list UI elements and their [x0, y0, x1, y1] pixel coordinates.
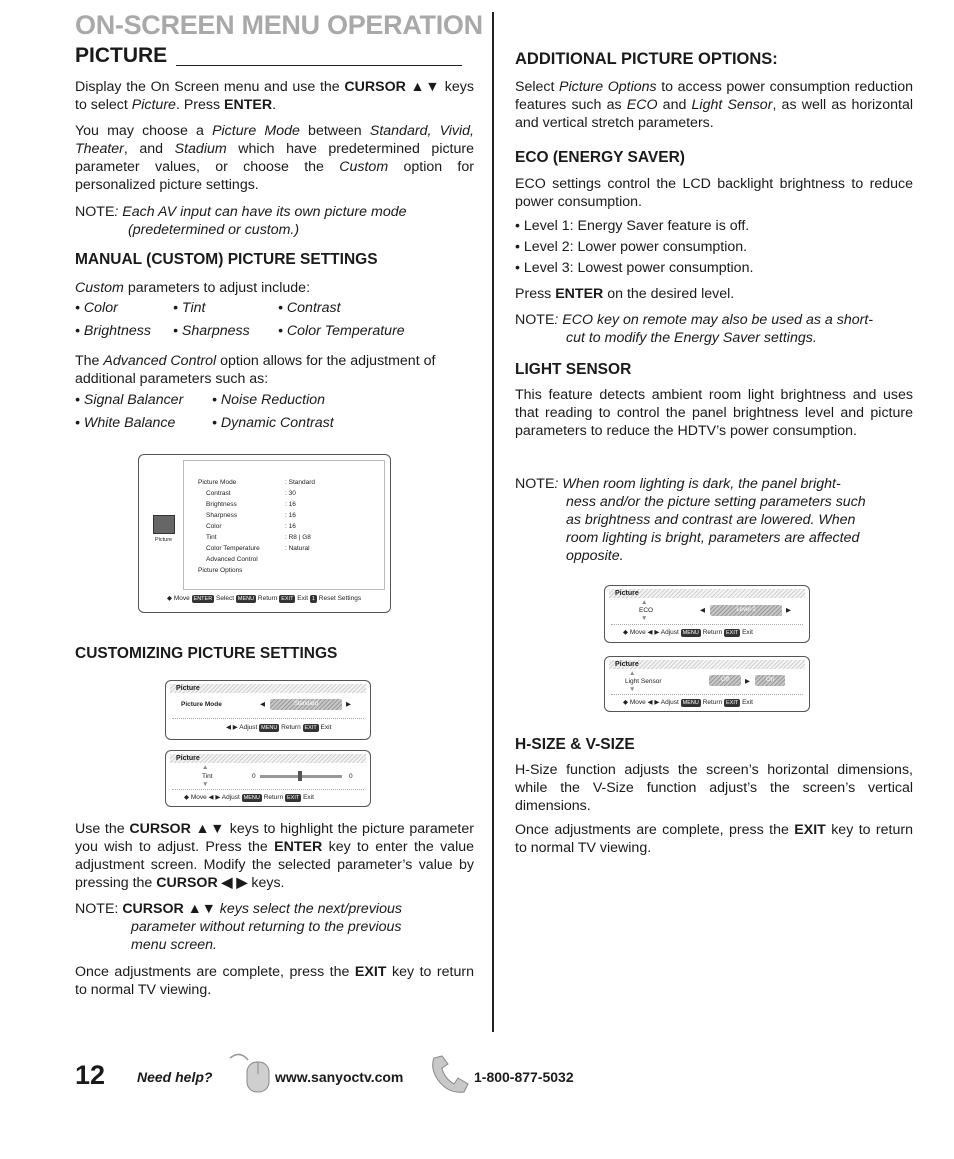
osd-picture-mode — [165, 680, 371, 740]
manual-settings-heading: MANUAL (CUSTOM) PICTURE SETTINGS — [75, 251, 378, 268]
osd-row-label: Advanced Control — [206, 556, 258, 563]
mouse-icon — [228, 1048, 272, 1094]
osd-separator — [611, 694, 803, 695]
website-link[interactable]: www.sanyoctv.com — [275, 1069, 404, 1085]
up-arrow-icon: ▲ — [629, 670, 636, 677]
note-eco-key: NOTE: ECO key on remote may also be used as a short- cut to modify the Energy Saver settings. — [515, 312, 873, 346]
osd-side-label: Picture — [155, 537, 173, 543]
osd-row-label: Picture Options — [198, 567, 243, 574]
note-cursor: NOTE: CURSOR ▲▼ keys select the next/previous parameter without returning to the previous menu screen. — [75, 901, 402, 953]
intro-paragraph: Display the On Screen menu and use the CURSOR ▲▼ keys to select Picture. Press ENTER. — [75, 79, 474, 113]
move-arrows-icon: ◆ — [167, 595, 172, 602]
osd-label: Tint — [202, 773, 213, 780]
osd-value: Standard — [270, 699, 342, 710]
osd-label: Picture Mode — [181, 701, 222, 708]
osd-row-label: Sharpness — [206, 512, 238, 519]
customizing-heading: CUSTOMIZING PICTURE SETTINGS — [75, 645, 338, 662]
use-cursor-paragraph: Use the CURSOR ▲▼ keys to highlight the picture parameter you wish to adjust. Press the ENTER key to enter the value adjustment screen. Modify the selected parameter’s value by pressing the CURSOR ◀ ▶ keys. — [75, 821, 474, 891]
osd-label: Light Sensor — [625, 678, 662, 685]
osd-label: ECO — [639, 607, 654, 614]
section-title: PICTURE — [75, 44, 168, 67]
down-arrow-icon: ▼ — [641, 615, 648, 622]
need-help-label: Need help? — [137, 1069, 213, 1085]
eco-levels — [515, 216, 913, 279]
osd-eco — [604, 585, 810, 643]
right-arrow-icon: ▶ — [745, 678, 750, 685]
osd-tint — [165, 750, 371, 807]
phone-number: 1-800-877-5032 — [474, 1069, 574, 1085]
light-sensor-description: This feature detects ambient room light brightness and uses that reading to control the panel brightness level and picture parameters to reduce the HDTV’s power consumption. — [515, 387, 913, 439]
osd-row-value: : R8 | G8 — [285, 534, 311, 541]
tint-slider-knob — [298, 771, 302, 781]
osd-title: Picture — [609, 589, 805, 598]
eco-description: ECO settings control the LCD backlight brightness to reduce power consumption. — [515, 176, 913, 210]
osd-row-label: Contrast — [206, 490, 231, 497]
off-option: Off — [709, 675, 741, 686]
note-room-lighting: NOTE: When room lighting is dark, the panel bright- ness and/or the picture setting parameters such as brightness and contrast are lowered. When room lighting is bright, parameters are affected opposite. — [515, 476, 866, 564]
osd-row-value: : Natural — [285, 545, 310, 552]
right-arrow-icon: ▶ — [786, 607, 791, 614]
on-option: On — [755, 675, 785, 686]
osd-title: Picture — [609, 660, 805, 669]
osd-separator — [611, 624, 803, 625]
page-number: 12 — [75, 1060, 106, 1090]
osd-row-label: Tint — [206, 534, 217, 541]
list-item: • Level 2: Lower power consumption. — [515, 239, 748, 255]
advanced-control-paragraph: The Advanced Control option allows for the adjustment of additional parameters such as: — [75, 353, 436, 387]
osd-row-value: : 16 — [285, 523, 296, 530]
hsize-vsize-heading: H-SIZE & V-SIZE — [515, 736, 635, 753]
osd-title: Picture — [170, 684, 366, 693]
additional-options-intro: Select Picture Options to access power consumption reduction features such as ECO and Light Sensor, as well as horizontal and vertical stretch parameters. — [515, 79, 914, 131]
up-arrow-icon: ▲ — [202, 764, 209, 771]
light-sensor-heading: LIGHT SENSOR — [515, 361, 632, 378]
osd-picture-menu — [138, 454, 391, 613]
main-title: ON-SCREEN MENU OPERATION — [75, 10, 483, 40]
osd-footer: ◆ Move ◀ ▶ Adjust MENU Return EXIT Exit — [623, 699, 753, 706]
tint-right-value: 0 — [349, 773, 353, 780]
osd-separator — [172, 718, 364, 719]
custom-intro: Custom parameters to adjust include: — [75, 280, 311, 296]
osd-row-label: Color — [206, 523, 222, 530]
down-arrow-icon: ▼ — [629, 686, 636, 693]
title-rule — [176, 65, 462, 66]
osd-footer: ◆ Move ENTER Select MENU Return EXIT Exit 1 Reset Settings — [167, 595, 362, 602]
osd-row-value: : 30 — [285, 490, 296, 497]
picture-icon — [153, 515, 175, 534]
osd-row-value: : Standard — [285, 479, 315, 486]
up-arrow-icon: ▲ — [641, 599, 648, 606]
list-item: • Level 1: Energy Saver feature is off. — [515, 218, 750, 234]
osd-title: Picture — [170, 754, 366, 763]
note-av-input: NOTE: Each AV input can have its own picture mode (predetermined or custom.) — [75, 204, 407, 238]
right-arrow-icon: ▶ — [346, 701, 351, 708]
hsize-description: H-Size function adjusts the screen’s horizontal dimensions, while the V-Size function adjust’s the screen’s vertical dimensions. — [515, 762, 913, 814]
osd-row-value: : 16 — [285, 501, 296, 508]
once-complete-left: Once adjustments are complete, press the EXIT key to return to normal TV viewing. — [75, 964, 474, 998]
additional-options-heading: ADDITIONAL PICTURE OPTIONS: — [515, 50, 778, 68]
osd-row-value: : 16 — [285, 512, 296, 519]
once-complete-right: Once adjustments are complete, press the EXIT key to return to normal TV viewing. — [515, 822, 913, 856]
osd-light-sensor — [604, 656, 810, 712]
left-arrow-icon: ◀ — [700, 607, 705, 614]
picture-mode-paragraph: You may choose a Picture Mode between Standard, Vivid, Theater, and Stadium which have predetermined picture parameter values, or choose the Custom option for personalized picture settings. — [75, 123, 475, 193]
down-arrow-icon: ▼ — [202, 781, 209, 788]
tint-left-value: 0 — [252, 773, 256, 780]
osd-value: Level 2 — [710, 605, 782, 616]
osd-separator — [172, 789, 364, 790]
phone-icon — [428, 1054, 472, 1096]
osd-footer: ◀ ▶ Adjust MENU Return EXIT Exit — [226, 724, 332, 731]
press-enter-line: Press ENTER on the desired level. — [515, 286, 735, 302]
column-divider — [492, 12, 494, 1032]
osd-footer: ◆ Move ◀ ▶ Adjust MENU Return EXIT Exit — [184, 794, 314, 801]
osd-row-label: Picture Mode — [198, 479, 237, 486]
left-arrow-icon: ◀ — [260, 701, 265, 708]
osd-row-label: Brightness — [206, 501, 237, 508]
osd-footer: ◆ Move ◀ ▶ Adjust MENU Return EXIT Exit — [623, 629, 753, 636]
eco-heading: ECO (ENERGY SAVER) — [515, 149, 685, 166]
osd-row-label: Color Temperature — [206, 545, 260, 552]
list-item: • Level 3: Lowest power consumption. — [515, 260, 754, 276]
